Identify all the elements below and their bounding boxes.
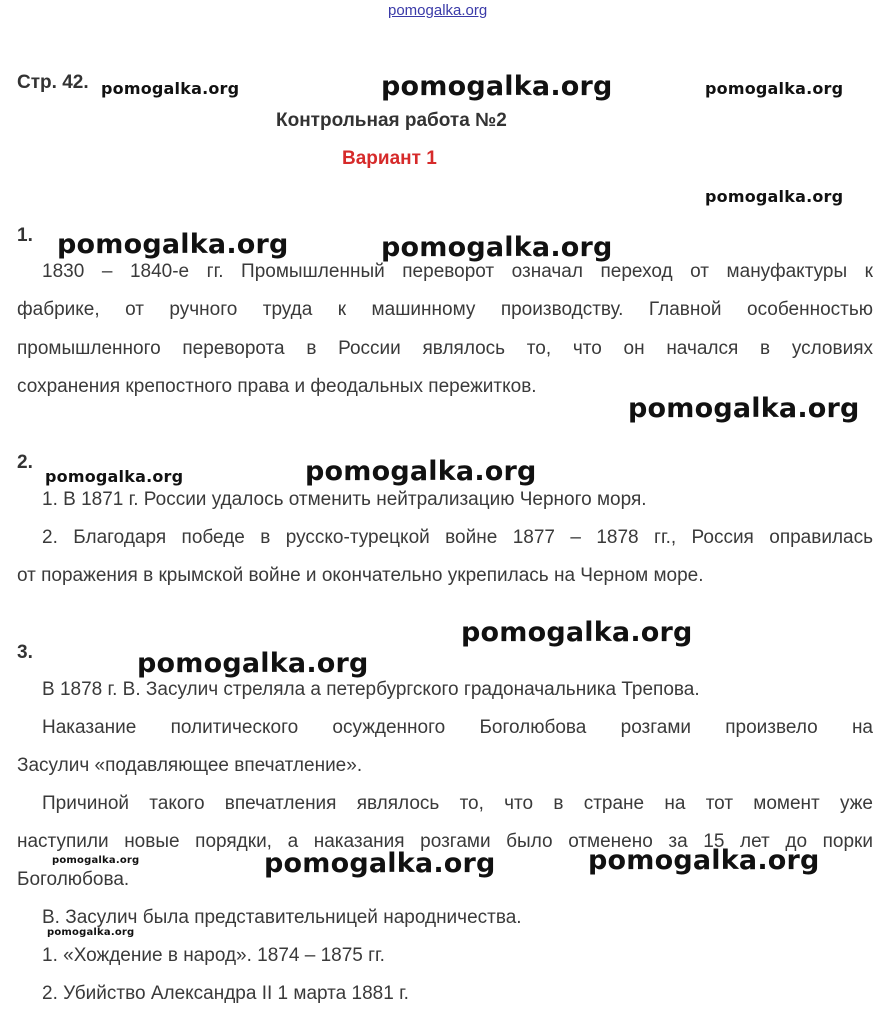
section-3-number: 3. [17, 642, 33, 663]
watermark-text: pomogalka.org [461, 617, 693, 648]
watermark-text: pomogalka.org [628, 393, 860, 424]
watermark-text: pomogalka.org [52, 855, 140, 866]
section-1-line: фабрике, от ручного труда к машинному производству. Главной особенностью [17, 299, 873, 320]
watermark-text: pomogalka.org [137, 648, 369, 679]
section-1-line: сохранения крепостного права и феодальных пережитков. [17, 376, 537, 397]
section-2-line: 2. Благодаря победе в русско-турецкой войне 1877 – 1878 гг., Россия оправилась [42, 527, 873, 548]
page-label: Стр. 42. [17, 72, 89, 93]
section-3-line: В 1878 г. В. Засулич стреляла а петербургского градоначальника Трепова. [42, 679, 700, 700]
watermark-text: pomogalka.org [305, 456, 537, 487]
watermark-text: pomogalka.org [101, 79, 240, 98]
section-1-line: промышленного переворота в России являлось то, что он начался в условиях [17, 338, 873, 359]
section-2-line: 1. В 1871 г. России удалось отменить нейтрализацию Черного моря. [42, 489, 647, 510]
section-2-number: 2. [17, 452, 33, 473]
section-3-line: 1. «Хождение в народ». 1874 – 1875 гг. [42, 945, 385, 966]
watermark-text: pomogalka.org [47, 927, 135, 938]
section-3-line: Причиной такого впечатления являлось то, что в стране на тот момент уже [42, 793, 873, 814]
section-3-line: Засулич «подавляющее впечатление». [17, 755, 363, 776]
section-2-line: от поражения в крымской войне и окончательно укрепилась на Черном море. [17, 565, 704, 586]
watermark-text: pomogalka.org [705, 79, 844, 98]
watermark-text: pomogalka.org [381, 232, 613, 263]
watermark-text: pomogalka.org [45, 467, 184, 486]
watermark-text: pomogalka.org [588, 845, 820, 876]
section-3-line: Наказание политического осужденного Боголюбова розгами произвело на [42, 717, 873, 738]
section-3-line: В. Засулич была представительницей народничества. [42, 907, 522, 928]
section-1-line: 1830 – 1840-е гг. Промышленный переворот означал переход от мануфактуры к [42, 261, 873, 282]
watermark-text: pomogalka.org [705, 187, 844, 206]
page-title: Контрольная работа №2 [276, 110, 507, 131]
watermark-text: pomogalka.org [57, 229, 289, 260]
section-1-number: 1. [17, 225, 33, 246]
watermark-text: pomogalka.org [381, 71, 613, 102]
section-3-line: 2. Убийство Александра II 1 марта 1881 г. [42, 983, 409, 1004]
section-3-line: Боголюбова. [17, 869, 130, 890]
variant-heading: Вариант 1 [342, 148, 437, 169]
section-3-line: наступили новые порядки, а наказания розгами было отменено за 15 лет до порки [17, 831, 873, 852]
top-watermark-link[interactable]: pomogalka.org [388, 2, 488, 19]
watermark-text: pomogalka.org [264, 848, 496, 879]
